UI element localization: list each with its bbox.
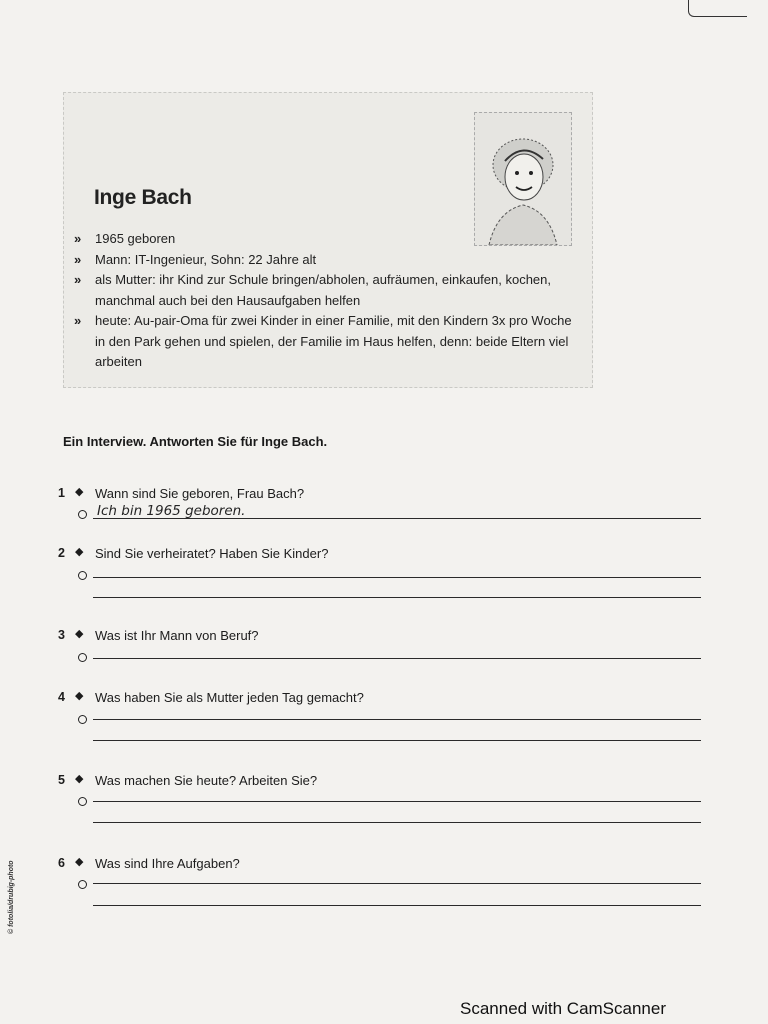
diamond-icon: ◆ (75, 856, 84, 868)
profile-fact-text: heute: Au-pair-Oma für zwei Kinder in einer Familie, mit den Kindern 3x pro Woche in den Park gehen und spielen, der Familie im Haus helfen, denn: beide Eltern viel arbeiten (95, 313, 572, 369)
exercise-instruction: Ein Interview. Antworten Sie für Inge Bach. (63, 434, 328, 449)
profile-fact-item (74, 270, 574, 311)
question-item (58, 856, 708, 946)
double-chevron-icon: » (74, 272, 82, 287)
portrait-photo-icon (475, 113, 571, 245)
diamond-icon: ◆ (75, 628, 84, 640)
camscanner-watermark: Scanned with CamScanner (460, 999, 667, 1018)
answer-circle-icon (78, 510, 87, 519)
portrait-photo (474, 112, 572, 246)
answer-line[interactable] (93, 822, 701, 823)
answer-circle-icon (78, 715, 87, 724)
answer-line[interactable] (93, 883, 701, 884)
corner-pen-mark (688, 0, 747, 17)
double-chevron-icon: » (74, 313, 82, 328)
question-number: 5 (58, 773, 65, 787)
question-text: Was ist Ihr Mann von Beruf? (95, 628, 259, 643)
answer-line[interactable] (93, 658, 701, 659)
profile-facts-list (74, 229, 574, 373)
answer-line[interactable] (93, 597, 701, 598)
question-text: Sind Sie verheiratet? Haben Sie Kinder? (95, 546, 329, 561)
answer-line[interactable] (93, 719, 701, 720)
double-chevron-icon: » (74, 251, 82, 267)
diamond-icon: ◆ (75, 486, 84, 498)
question-number: 6 (58, 856, 65, 870)
question-item (58, 773, 708, 863)
handwritten-answer: Ich bin 1965 geboren. (97, 503, 246, 519)
diamond-icon: ◆ (75, 546, 84, 558)
answer-line[interactable] (93, 740, 701, 741)
profile-name: Inge Bach (94, 186, 192, 209)
answer-line[interactable] (93, 801, 701, 802)
diamond-icon: ◆ (75, 690, 84, 702)
answer-circle-icon (78, 797, 87, 806)
profile-fact-item (74, 311, 574, 373)
question-text: Wann sind Sie geboren, Frau Bach? (95, 486, 305, 501)
answer-circle-icon (78, 880, 87, 889)
photo-credit: © fotolia/drubig-photo (8, 860, 15, 934)
question-text: Was machen Sie heute? Arbeiten Sie? (95, 773, 318, 788)
question-number: 2 (58, 546, 65, 560)
profile-fact-item (74, 229, 574, 250)
question-item (58, 546, 708, 636)
question-number: 4 (58, 690, 65, 704)
question-number: 3 (58, 628, 65, 642)
question-text: Was haben Sie als Mutter jeden Tag gemacht? (95, 690, 364, 705)
answer-line[interactable] (93, 577, 701, 578)
profile-fact-item (74, 250, 574, 271)
question-number: 1 (58, 486, 65, 500)
profile-fact-text: Mann: IT-Ingenieur, Sohn: 22 Jahre alt (95, 251, 317, 267)
answer-line[interactable] (93, 518, 701, 519)
answer-line[interactable] (93, 905, 701, 906)
question-text: Was sind Ihre Aufgaben? (95, 856, 240, 871)
diamond-icon: ◆ (75, 773, 84, 785)
answer-circle-icon (78, 653, 87, 662)
profile-fact-text: als Mutter: ihr Kind zur Schule bringen/abholen, aufräumen, einkaufen, kochen, manchmal auch bei den Hausaufgaben helfen (95, 272, 551, 308)
question-item (58, 690, 708, 780)
double-chevron-icon: » (74, 231, 82, 246)
profile-fact-text: 1965 geboren (95, 231, 176, 246)
answer-circle-icon (78, 571, 87, 580)
